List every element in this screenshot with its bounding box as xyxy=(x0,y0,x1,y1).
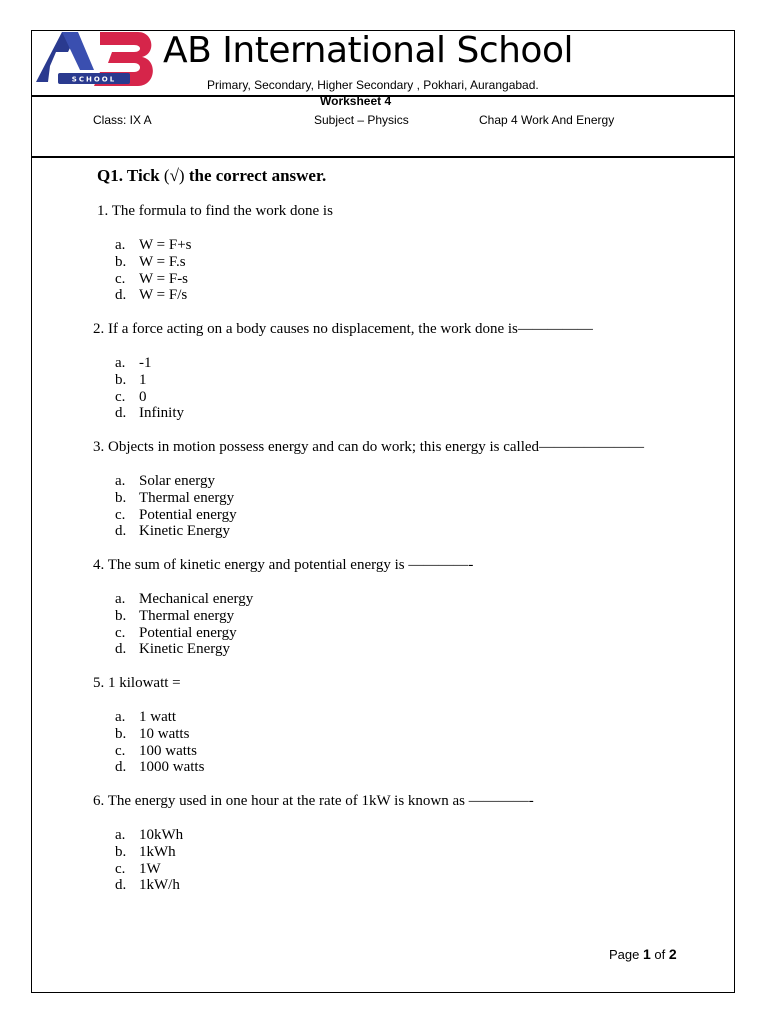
option-item xyxy=(115,372,184,389)
option-letter: d. xyxy=(115,877,127,894)
option-letter: d. xyxy=(115,405,127,422)
option-letter: d. xyxy=(115,287,127,304)
question-text: 4. The sum of kinetic energy and potential energy is ————- xyxy=(93,557,474,573)
option-text: Thermal energy xyxy=(139,607,235,624)
school-address: Primary, Secondary, Higher Secondary , Pokhari, Aurangabad. xyxy=(207,78,539,92)
option-text: Mechanical energy xyxy=(139,591,254,607)
option-item xyxy=(115,405,184,422)
option-letter: a. xyxy=(115,827,126,843)
option-letter: a. xyxy=(115,355,126,371)
option-text: Kinetic Energy xyxy=(139,523,230,540)
option-text: 1kW/h xyxy=(139,877,180,894)
option-text: 1 xyxy=(139,371,147,388)
school-name: AB International School xyxy=(163,30,573,71)
option-text: 10 watts xyxy=(139,725,190,742)
option-letter: d. xyxy=(115,523,127,540)
option-item xyxy=(115,608,253,625)
option-letter: a. xyxy=(115,473,126,489)
page-number: Page 1 of 2 xyxy=(609,946,677,962)
option-letter: c. xyxy=(115,388,126,405)
option-text: Potential energy xyxy=(139,624,237,641)
heading-suffix: the correct answer. xyxy=(184,166,327,185)
option-item xyxy=(115,254,192,271)
option-item xyxy=(115,625,253,642)
option-letter: b. xyxy=(115,253,127,270)
option-letter: d. xyxy=(115,641,127,658)
option-letter: c. xyxy=(115,506,126,523)
option-item xyxy=(115,473,237,490)
option-item xyxy=(115,271,192,288)
option-text: 100 watts xyxy=(139,742,197,759)
option-item xyxy=(115,877,183,894)
option-text: Potential energy xyxy=(139,506,237,523)
option-letter: c. xyxy=(115,270,126,287)
option-text: W = F-s xyxy=(139,270,189,287)
option-list xyxy=(115,355,184,422)
option-item xyxy=(115,355,184,372)
tick-symbol: (√) xyxy=(163,166,185,185)
option-letter: b. xyxy=(115,371,127,388)
option-text: W = F/s xyxy=(139,287,188,304)
header-rule-bottom xyxy=(31,156,735,158)
worksheet-title: Worksheet 4 xyxy=(320,94,392,108)
option-text: 0 xyxy=(139,388,147,405)
question-text: 1. The formula to find the work done is xyxy=(97,203,333,219)
option-text: 1W xyxy=(139,860,161,877)
option-item xyxy=(115,709,204,726)
school-logo xyxy=(34,30,158,88)
option-item xyxy=(115,237,192,254)
option-letter: a. xyxy=(115,237,126,253)
option-text: Thermal energy xyxy=(139,489,235,506)
option-item xyxy=(115,861,183,878)
option-item xyxy=(115,591,253,608)
option-text: W = F.s xyxy=(139,253,186,270)
option-text: 1 watt xyxy=(139,709,177,725)
option-text: 10kWh xyxy=(139,827,184,843)
option-item xyxy=(115,507,237,524)
option-item xyxy=(115,641,253,658)
question-text: 6. The energy used in one hour at the rate of 1kW is known as ————- xyxy=(93,793,534,809)
option-item xyxy=(115,759,204,776)
heading-prefix: Q1. Tick xyxy=(97,166,164,185)
option-text: 1000 watts xyxy=(139,759,205,776)
question-text: 3. Objects in motion possess energy and can do work; this energy is called——————— xyxy=(93,439,645,455)
option-text: -1 xyxy=(139,355,152,371)
option-text: W = F+s xyxy=(139,237,192,253)
option-list xyxy=(115,827,183,894)
option-item xyxy=(115,490,237,507)
option-item xyxy=(115,726,204,743)
option-letter: d. xyxy=(115,759,127,776)
option-item xyxy=(115,844,183,861)
chapter-label: Chap 4 Work And Energy xyxy=(479,113,615,127)
option-letter: a. xyxy=(115,709,126,725)
option-text: Infinity xyxy=(139,405,184,422)
option-list xyxy=(115,237,192,304)
option-text: Solar energy xyxy=(139,473,215,489)
option-item xyxy=(115,523,237,540)
option-list xyxy=(115,473,237,540)
option-letter: b. xyxy=(115,843,127,860)
subject-label: Subject – Physics xyxy=(314,113,409,127)
question-text: 2. If a force acting on a body causes no displacement, the work done is————— xyxy=(93,321,593,337)
option-letter: c. xyxy=(115,860,126,877)
option-letter: a. xyxy=(115,591,126,607)
option-letter: b. xyxy=(115,607,127,624)
option-text: 1kWh xyxy=(139,843,176,860)
question-text: 5. 1 kilowatt = xyxy=(93,675,181,691)
option-letter: c. xyxy=(115,624,126,641)
option-item xyxy=(115,827,183,844)
option-text: Kinetic Energy xyxy=(139,641,230,658)
option-letter: b. xyxy=(115,489,127,506)
option-letter: b. xyxy=(115,725,127,742)
option-item xyxy=(115,743,204,760)
option-item xyxy=(115,389,184,406)
option-list xyxy=(115,591,253,658)
logo-school-text: SCHOOL xyxy=(71,75,117,84)
section-heading xyxy=(97,166,326,186)
option-list xyxy=(115,709,204,776)
option-letter: c. xyxy=(115,742,126,759)
option-item xyxy=(115,287,192,304)
class-label: Class: IX A xyxy=(93,113,152,127)
